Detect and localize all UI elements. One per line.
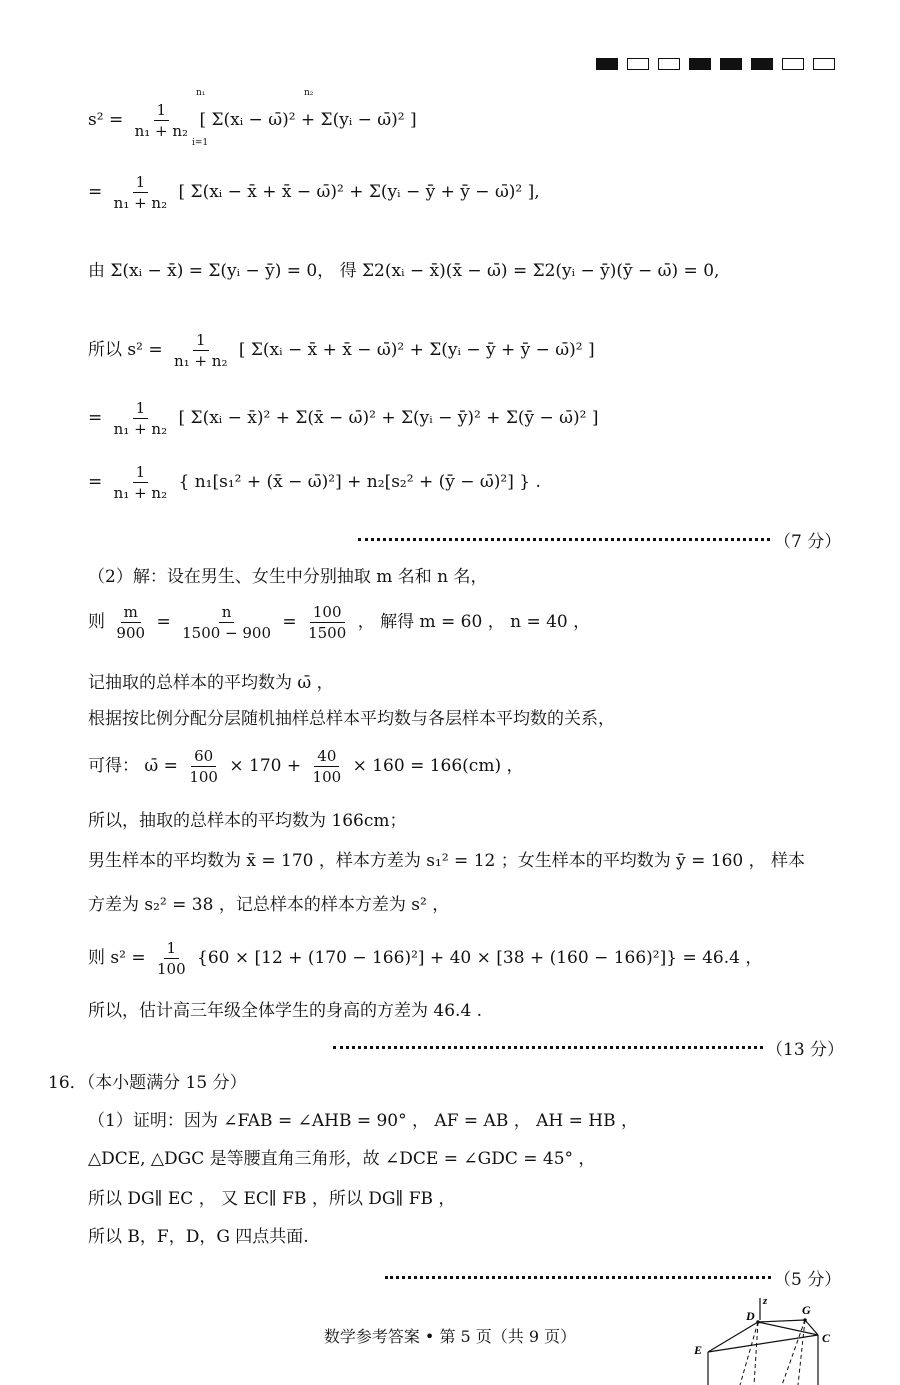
sum-upper-limit: n₂	[304, 88, 314, 98]
header-mark	[720, 58, 742, 70]
label-e: E	[694, 1343, 703, 1357]
fraction: $\frac{100}{1500}$	[308, 603, 347, 642]
fraction: $\frac{n}{1500 - 900}$	[182, 603, 272, 642]
proof-line-5: = $\frac{1}{\text{n₁ + n₂}}$ [ Σ(xᵢ − x̄)² + Σ(x̄ − ω̄)² + Σ(yᵢ − ȳ)² + Σ(ȳ − ω̄)² ]	[88, 399, 599, 438]
part2-intro: （2）解：设在男生、女生中分别抽取 m 名和 n 名，	[88, 567, 488, 587]
q16-line-1: （1）证明：因为 ∠FAB = ∠AHB = 90° ， AF = AB ， AH = HB ，	[88, 1111, 639, 1131]
mean-result: 所以，抽取的总样本的平均数为 166cm；	[88, 811, 407, 831]
variance-calc: 则 s² = $\frac{1}{100}$ {60 × [12 + (170 − 166)²] + 40 × [38 + (160 − 166)²]} = 46.4 ，	[88, 939, 763, 978]
fraction: $\frac{1}{\text{n₁ + n₂}}$	[174, 331, 228, 370]
fraction: $\frac{1}{\text{n₁ + n₂}}$	[113, 463, 168, 502]
header-mark	[596, 58, 618, 70]
proof-line-4: 所以 s² = $\frac{1}{\text{n₁ + n₂}}$ [ Σ(xᵢ − x̄ + x̄ − ω̄)² + Σ(yᵢ − ȳ + ȳ − ω̄)² ]	[88, 331, 595, 370]
page-footer: 数学参考答案 • 第 5 页（共 9 页）	[323, 1327, 577, 1346]
label-g: G	[802, 1303, 811, 1317]
label-c: C	[822, 1331, 831, 1345]
q16-line-2: △DCE, △DGC 是等腰直角三角形，故 ∠DCE = ∠GDC = 45° ，	[88, 1149, 596, 1169]
dotted-leader	[333, 1046, 763, 1049]
dotted-leader	[385, 1276, 771, 1279]
fraction: $\frac{40}{100}$	[312, 747, 342, 786]
fraction: $\frac{1}{\text{n₁ + n₂}}$	[134, 101, 189, 140]
proof-line-2: = $\frac{1}{\text{n₁ + n₂}}$ [ Σ(xᵢ − x̄ + x̄ − ω̄)² + Σ(yᵢ − ȳ + ȳ − ω̄)² ],	[88, 173, 540, 212]
ratio-line: 则 $\frac{m}{900}$ = $\frac{n}{1500 - 900}$ = $\frac{100}{1500}$ ， 解得 m = 60 ， n = 40 ，	[88, 603, 591, 642]
mean-calc: 可得： ω̄ = $\frac{60}{100}$ × 170 + $\frac{40}{100}$ × 160 = 166(cm) ，	[88, 747, 524, 786]
geometry-figure	[690, 1290, 850, 1385]
header-mark	[658, 58, 680, 70]
q16-line-3: 所以 DG∥ EC ， 又 EC∥ FB ，所以 DG∥ FB ，	[88, 1189, 456, 1209]
header-mark	[813, 58, 835, 70]
score-7: （7 分）	[774, 532, 842, 552]
header-marks	[596, 58, 835, 70]
sum-upper-limit: n₁	[196, 88, 206, 98]
conclusion: 所以，估计高三年级全体学生的身高的方差为 46.4 .	[88, 1001, 483, 1021]
q16-line-4: 所以 B，F，D，G 四点共面.	[88, 1227, 309, 1247]
fraction: $\frac{60}{100}$	[189, 747, 218, 786]
header-mark	[689, 58, 711, 70]
sample-stats-2: 方差为 s₂² = 38 ，记总样本的样本方差为 s² ，	[88, 895, 450, 915]
mean-definition: 记抽取的总样本的平均数为 ω̄ ，	[88, 673, 334, 693]
fraction: $\frac{1}{\text{n₁ + n₂}}$	[113, 173, 168, 212]
proof-line-3: 由 Σ(xᵢ − x̄) = Σ(yᵢ − ȳ) = 0， 得 Σ2(xᵢ − x̄)(x̄ − ω̄) = Σ2(yᵢ − ȳ)(ȳ − ω̄) = 0,	[88, 261, 720, 281]
header-mark	[627, 58, 649, 70]
fraction: $\frac{1}{100}$	[157, 939, 186, 978]
proof-line-6: = $\frac{1}{\text{n₁ + n₂}}$ { n₁[s₁² + (x̄ − ω̄)²] + n₂[s₂² + (ȳ − ω̄)²] } .	[88, 463, 541, 502]
fraction: $\frac{m}{900}$	[116, 603, 146, 642]
q16-title: 16．（本小题满分 15 分）	[48, 1073, 247, 1093]
relation-text: 根据按比例分配分层随机抽样总样本平均数与各层样本平均数的关系，	[88, 709, 615, 729]
score-5: （5 分）	[774, 1270, 842, 1290]
sum-lower-limit: i=1	[192, 138, 209, 148]
dotted-leader	[358, 538, 770, 541]
proof-line-1: s² = $\frac{1}{\text{n₁ + n₂}}$ [ Σ(xᵢ − ω̄)² + Σ(yᵢ − ω̄)² ]	[88, 101, 417, 140]
sample-stats-1: 男生样本的平均数为 x̄ = 170 ，样本方差为 s₁² = 12 ；女生样本的平均数为 ȳ = 160 ， 样本	[88, 851, 806, 871]
score-13: （13 分）	[766, 1040, 845, 1060]
label-d: D	[746, 1309, 755, 1323]
label-z: z	[763, 1295, 768, 1307]
fraction: $\frac{1}{\text{n₁ + n₂}}$	[113, 399, 168, 438]
header-mark	[782, 58, 804, 70]
header-mark	[751, 58, 773, 70]
